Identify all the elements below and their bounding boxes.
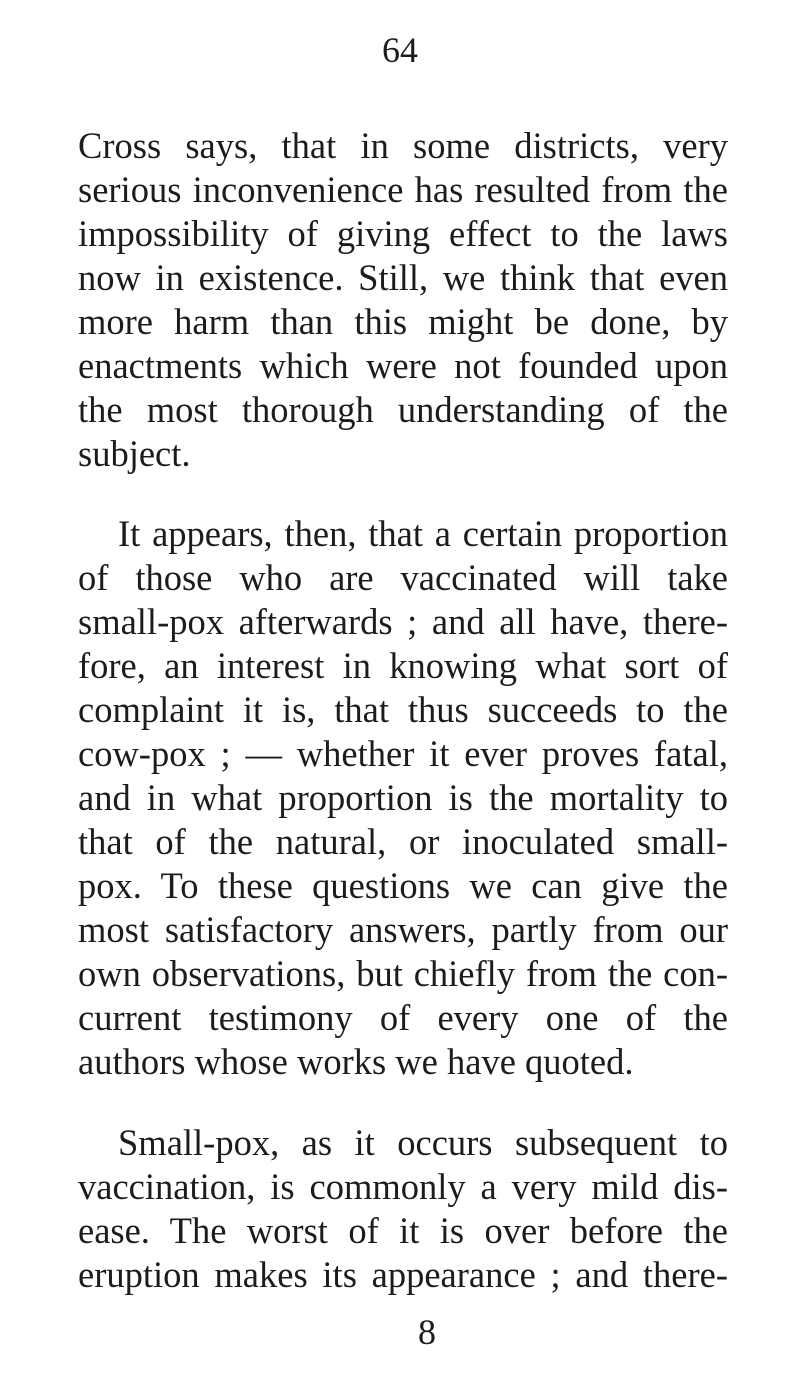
text-line: subject. (78, 433, 191, 474)
text-line: Small-pox, as it occurs subsequent to (118, 1122, 728, 1163)
text-line: current testimony of every one of the (78, 997, 728, 1038)
text-line: serious inconvenience has resulted from the (78, 169, 728, 210)
text-line: pox. To these questions we can give the (78, 865, 728, 906)
text-line: most satisfactory answers, partly from our (78, 909, 728, 950)
text-line: vaccination, is commonly a very mild dis- (78, 1166, 728, 1207)
text-line: Cross says, that in some districts, very (78, 125, 728, 166)
page-number: 64 (382, 30, 418, 70)
text-line: own observations, but chiefly from the con- (78, 953, 728, 994)
text-line: now in existence. Still, we think that even (78, 257, 728, 298)
text-line: fore, an interest in knowing what sort of (78, 645, 728, 686)
text-line: impossibility of giving effect to the laws (78, 213, 728, 254)
signature-mark: 8 (418, 1312, 436, 1352)
text-line: It appears, then, that a certain proportion (118, 513, 728, 554)
text-line: and in what proportion is the mortality to (78, 777, 728, 818)
text-line: the most thorough understanding of the (78, 389, 728, 430)
text-line: ease. The worst of it is over before the (78, 1210, 728, 1251)
text-line: cow-pox ; — whether it ever proves fatal, (78, 733, 728, 774)
text-line: more harm than this might be done, by (78, 301, 728, 342)
text-line: eruption makes its appearance ; and there- (78, 1254, 728, 1295)
text-line: complaint it is, that thus succeeds to the (78, 689, 728, 730)
text-line: that of the natural, or inoculated small- (78, 821, 728, 862)
text-line: of those who are vaccinated will take (78, 557, 728, 598)
text-line: enactments which were not founded upon (78, 345, 728, 386)
text-line: small-pox afterwards ; and all have, there- (78, 601, 728, 642)
text-line: authors whose works we have quoted. (78, 1041, 634, 1082)
